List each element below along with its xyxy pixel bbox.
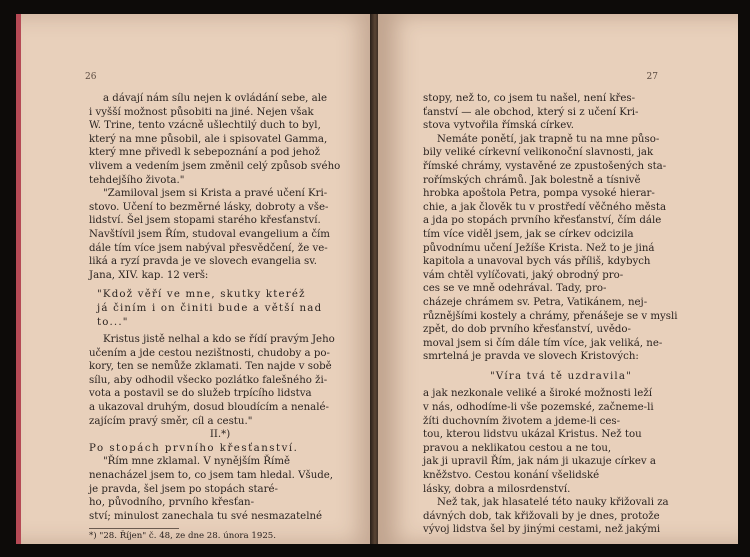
text-line: a ukazoval druhým, dosud bloudícím a nenalé- xyxy=(89,402,329,414)
bible-quote: "Víra tvá tě uzdravila" xyxy=(489,370,633,382)
text-line: různějšími kostely a chrámy, přenášeje se v mysli xyxy=(423,310,678,322)
text-line: lásky, dobra a milosrdenství. xyxy=(423,483,571,495)
text-line: ces se ve mně odehrával. Tady, pro- xyxy=(423,283,607,295)
text-line: Než tak, jak hlasatelé této nauky křižovali za xyxy=(437,497,669,509)
text-line: zpět, do dob prvního křesťanství, uvědo- xyxy=(423,324,631,336)
text-line: i vyšší možnost působiti na jiné. Nejen však xyxy=(89,106,314,118)
text-line: dále tím více jsem nabýval přesvědčení, že ve- xyxy=(89,242,328,254)
text-line: ství; minulost zanechala tu své nesmazatelné xyxy=(89,510,323,522)
text-line: Navštívil jsem Řím, studoval evangelium a čím xyxy=(89,228,330,240)
text-line: "Zamiloval jsem si Krista a pravé učení Kri- xyxy=(103,188,328,200)
text-line: Jana, XIV. kap. 12 verš: xyxy=(89,269,209,281)
text-line: žíti duchovním životem a jdeme-li ces- xyxy=(423,415,621,427)
text-line: a jak nezkonale veliké a široké možnosti leží xyxy=(423,388,652,400)
text-line: kněžstvo. Cestou konání všelidské xyxy=(423,470,600,482)
text-line: sílu, aby odhodil všecko pozlátko falešného ži- xyxy=(89,374,328,386)
text-line: vám chtěl vylíčovati, jaký obrodný pro- xyxy=(423,269,624,281)
text-line: kapitola a unavoval bych vás příliš, kdybych xyxy=(423,256,651,268)
text-line: stovo. Učení to bezměrné lásky, dobroty a vše- xyxy=(89,201,329,213)
text-line: Kristus jistě nelhal a kdo se řídí pravým Jeho xyxy=(103,334,335,346)
text-line: a dávají nám sílu nejen k ovládání sebe, ale xyxy=(103,93,327,104)
text-line: chie, a jak člověk tu v prostředí věčného města xyxy=(423,201,667,213)
text-line: "Řím mne zklamal. V nynějším Římě xyxy=(103,456,291,468)
text-line: smrtelná je pravda ve slovech Kristových: xyxy=(423,351,639,363)
text-line: bily veliké církevní velikonoční slavnosti, jak xyxy=(423,147,654,159)
text-line: římské chrámy, vystavěné ze zpustošených sta- xyxy=(423,160,667,172)
text-line: ťanství — ale obchod, který si z učení Kri- xyxy=(423,106,639,118)
text-line: který mne přivedl k sebepoznání a pod jehož xyxy=(89,147,321,159)
text-line: který na mne působil, ale i spisovatel Gamma, xyxy=(89,133,328,145)
text-line: a jda po stopách prvního křesťanství, čím dále xyxy=(423,215,662,227)
quote-line: to..." xyxy=(97,316,129,328)
text-line: kory, ten se nemůže zklamati. Ten najde v sobě xyxy=(89,361,332,373)
text-line: je pravda, šel jsem po stopách staré- xyxy=(89,483,278,495)
text-line: stopy, než to, co jsem tu našel, není křes- xyxy=(423,93,636,104)
text-line: moval jsem si čím dále tím více, jak veliká, ne- xyxy=(423,337,663,349)
left-page-number: 26 xyxy=(85,72,97,82)
text-line: tehdejšího života." xyxy=(89,174,185,186)
text-line: vota a postavil se do služeb trpícího lidstva xyxy=(89,388,312,400)
text-line: Nemáte ponětí, jak trapně tu na mne půso- xyxy=(437,133,660,145)
text-line: liká a ryzí pravda je ve slovech evangelia sv. xyxy=(89,256,318,268)
quote-line: já činím i on činiti bude a větší nad xyxy=(97,302,323,314)
text-line: ho, původního, prvního křesťan- xyxy=(89,497,255,509)
text-line: tím více viděl jsem, jak se církev odcizila xyxy=(423,228,634,240)
right-page-number: 27 xyxy=(646,72,658,82)
text-line: nenacházel jsem to, co jsem tam hledal. Všude, xyxy=(89,470,334,482)
text-line: učením a jde cestou nezištnosti, chudoby a po- xyxy=(89,347,330,359)
text-line: tou, kterou lidstvu ukázal Kristus. Než tou xyxy=(423,429,642,441)
text-line: pravou a neklikatou cestou a ne tou, xyxy=(423,442,612,454)
text-line: stova vytvořila římská církev. xyxy=(423,120,575,132)
footnote: *) "28. Říjen" č. 48, ze dne 28. února 1925. xyxy=(89,531,277,542)
text-line: W. Trine, tento vzácně ušlechtilý duch to byl, xyxy=(89,120,321,132)
text-line: v nás, odhodíme-li vše pozemské, začneme-li xyxy=(423,402,654,414)
text-line: vlivem a vedením jsem změnil celý způsob svého xyxy=(89,160,341,172)
footnote-divider xyxy=(89,528,179,529)
right-page-text xyxy=(423,92,691,537)
right-page xyxy=(378,14,738,544)
text-line: cházeje chrámem sv. Petra, Vatikánem, nej- xyxy=(423,296,648,308)
section-title: Po stopách prvního křesťanství. xyxy=(89,442,299,454)
text-line: hrobka apoštola Petra, pompa vysoké hierar- xyxy=(423,188,655,200)
quote-line: "Kdož věří ve mne, skutky kteréž xyxy=(97,289,306,301)
left-page-text xyxy=(89,92,351,542)
text-line: vývoj lidstva šel by jinými cestami, než jakými xyxy=(423,524,661,536)
text-line: rořímských chrámů. Jak bolestně a tísnivě xyxy=(423,174,641,186)
text-line: zajícím pravý směr, cíl a cestu." xyxy=(89,415,253,427)
bible-quote xyxy=(97,288,351,329)
text-line: dávných dob, tak křižovali by je dnes, protože xyxy=(423,510,660,522)
left-page xyxy=(16,14,377,544)
text-line: jak ji upravil Řím, jak nám ji ukazuje církev a xyxy=(423,456,656,468)
section-number: II.*) xyxy=(209,429,231,441)
text-line: lidství. Šel jsem stopami starého křesťanství. xyxy=(89,215,321,227)
text-line: původnímu učení Ježíše Krista. Než to je jiná xyxy=(423,242,655,254)
